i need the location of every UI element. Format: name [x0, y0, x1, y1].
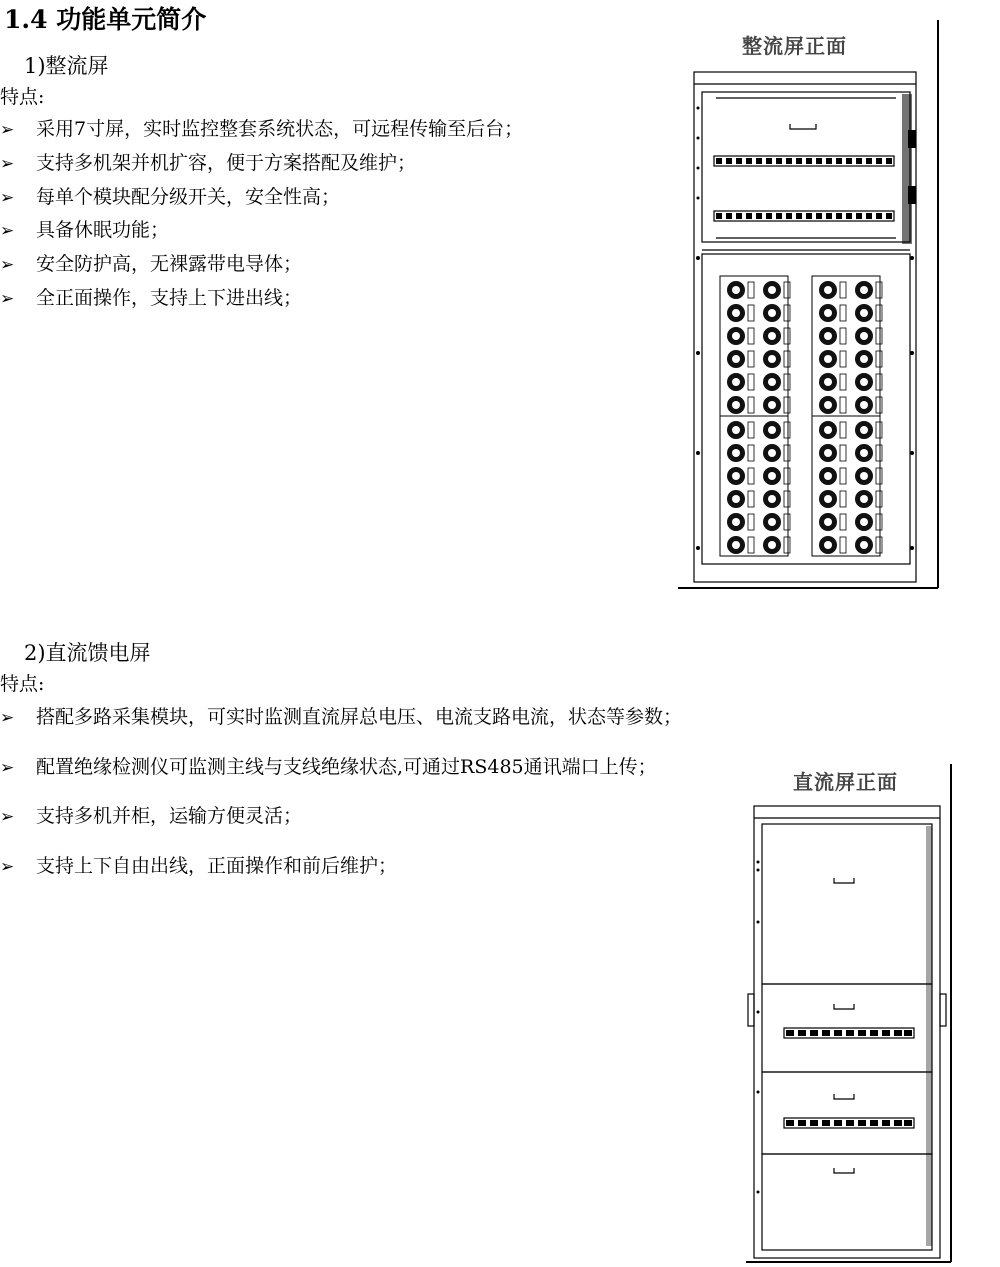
arrow-bullet-icon: ➢: [0, 857, 15, 877]
list-item: ➢ 全正面操作，支持上下进出线；: [0, 287, 303, 309]
list-item: ➢ 支持上下自由出线，正面操作和前后维护；: [0, 855, 398, 877]
arrow-bullet-icon: ➢: [0, 221, 15, 241]
dc-feeder-feature-list: [0, 702, 760, 882]
list-item: ➢ 具备休眠功能；: [0, 219, 170, 241]
rectifier-cabinet-drawing: [676, 18, 942, 592]
arrow-bullet-icon: ➢: [0, 255, 15, 275]
list-item: ➢ 支持多机架并机扩容，便于方案搭配及维护；: [0, 152, 417, 174]
dc-feeder-title: 2)直流馈电屏: [24, 641, 151, 665]
list-item: ➢ 配置绝缘检测仪可监测主线与支线绝缘状态,可通过RS485通讯端口上传；: [0, 756, 657, 778]
arrow-bullet-icon: ➢: [0, 708, 15, 728]
arrow-bullet-icon: ➢: [0, 758, 15, 778]
rectifier-figure-caption: 整流屏正面: [742, 34, 847, 58]
section-heading: 1.4 功能单元简介: [4, 5, 207, 34]
arrow-bullet-icon: ➢: [0, 120, 15, 140]
dc-feeder-features-label: 特点:: [0, 673, 45, 695]
arrow-bullet-icon: ➢: [0, 289, 15, 309]
rectifier-title: 1)整流屏: [24, 54, 109, 78]
arrow-bullet-icon: ➢: [0, 807, 15, 827]
list-item: ➢ 安全防护高，无裸露带电导体；: [0, 253, 303, 275]
arrow-bullet-icon: ➢: [0, 188, 15, 208]
dc-feeder-figure-caption: 直流屏正面: [793, 770, 898, 794]
dc-feeder-cabinet-drawing: [744, 762, 954, 1266]
list-item: ➢ 采用7寸屏，实时监控整套系统状态，可远程传输至后台；: [0, 118, 524, 140]
arrow-bullet-icon: ➢: [0, 154, 15, 174]
rectifier-module-grid: [720, 276, 882, 556]
rectifier-features-label: 特点:: [0, 86, 45, 108]
list-item: ➢ 搭配多路采集模块，可实时监测直流屏总电压、电流支路电流，状态等参数；: [0, 706, 683, 728]
rectifier-feature-list: [0, 114, 640, 314]
list-item: ➢ 每单个模块配分级开关，安全性高；: [0, 186, 341, 208]
list-item: ➢ 支持多机并柜，运输方便灵活；: [0, 805, 303, 827]
